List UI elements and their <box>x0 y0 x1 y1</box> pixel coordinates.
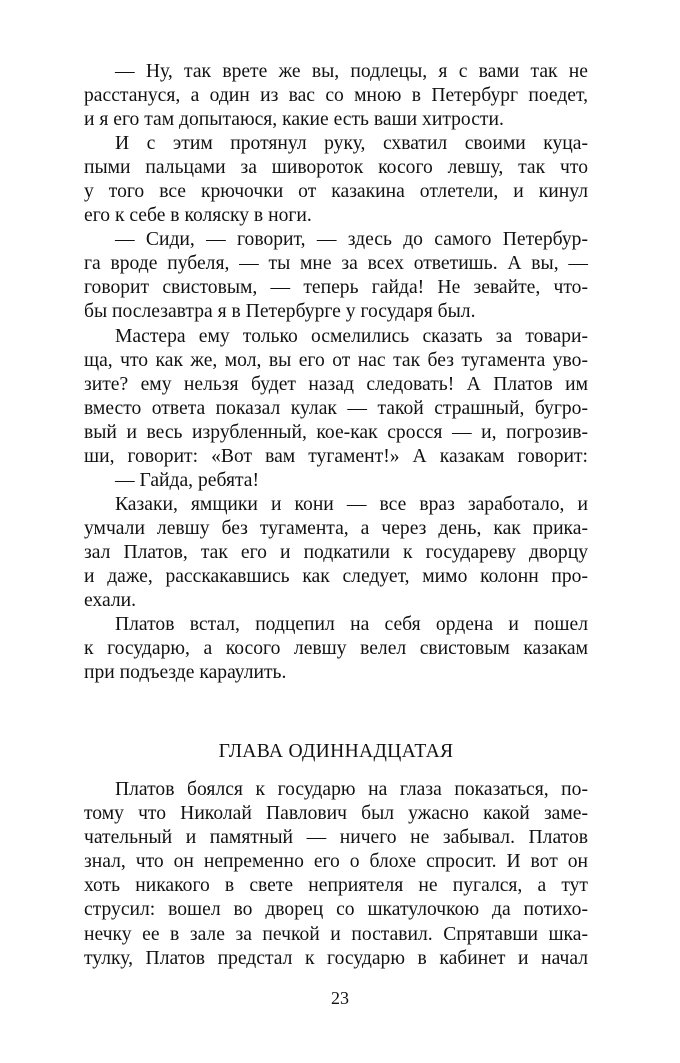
text-line: — Гайда, ребята! <box>115 469 259 491</box>
text-line: и даже, расскакавшись как следует, мимо колонн про- <box>84 565 588 587</box>
text-line: струсил: вошел во дворец со шкатулочкою да потихо- <box>84 899 588 921</box>
text-line: Казаки, ямщики и кони — все враз заработало, и <box>115 493 588 515</box>
text-line: бы послезавтра я в Петербурге у государя был. <box>84 301 476 323</box>
text-line: у того все крючочки от казакина отлетели, и кинул <box>84 181 588 203</box>
text-line: тому что Николай Павлович был ужасно какой заме- <box>84 803 588 825</box>
text-line: — Ну, так врете же вы, подлецы, я с вами так не <box>115 61 588 82</box>
text-line: Платов боялся к государю на глаза показаться, по- <box>115 779 588 801</box>
text-line: ща, что как же, мол, вы его от нас так без тугамента уво- <box>84 349 588 371</box>
text-line: И с этим протянул руку, схватил своими куца- <box>115 133 588 155</box>
text-line: расстануся, а один из вас со мною в Петербург поедет, <box>84 85 588 107</box>
paragraph <box>84 325 588 469</box>
paragraph <box>84 228 588 324</box>
text-line: его к себе в коляску в ноги. <box>84 205 312 227</box>
paragraph <box>84 60 588 132</box>
book-page <box>84 60 588 971</box>
chapter-heading: ГЛАВА ОДИННАДЦАТАЯ <box>218 741 454 763</box>
paragraph <box>84 613 588 685</box>
text-line: при подъезде караулить. <box>84 662 287 684</box>
text-line: — Сиди, — говорит, — здесь до самого Петербур- <box>115 229 588 251</box>
text-line: га вроде пубеля, — ты мне за всех ответишь. А вы, — <box>84 253 588 275</box>
text-line: Мастера ему только осмелились сказать за товари- <box>115 325 588 347</box>
paragraph <box>84 778 588 970</box>
page-number: 23 <box>331 988 349 1008</box>
text-line: знал, что он непременно его о блохе спросит. И вот он <box>84 851 588 873</box>
text-line: ши, говорит: «Вот вам тугамент!» А казакам говорит: <box>84 445 588 467</box>
paragraph <box>84 132 588 228</box>
text-line: умчали левшу без тугамента, а через день, как прика- <box>84 517 588 539</box>
text-line: и я его там допытаюся, какие есть ваши хитрости. <box>84 109 504 131</box>
text-line: вместо ответа показал кулак — такой страшный, бугро- <box>84 397 588 419</box>
paragraph <box>84 493 588 613</box>
text-line: зите? ему нельзя будет назад следовать! А Платов им <box>84 373 588 395</box>
paragraph <box>84 469 588 493</box>
text-line: Платов встал, подцепил на себя ордена и пошел <box>115 614 588 636</box>
text-line: ехали. <box>84 590 137 612</box>
text-line: говорит свистовым, — теперь гайда! Не зевайте, что- <box>84 277 588 299</box>
text-line: нечку ее в зале за печкой и поставил. Спрятавши шка- <box>84 923 588 945</box>
text-line: зал Платов, так его и подкатили к государеву дворцу <box>84 541 588 563</box>
text-line: вый и весь изрубленный, кое-как сросся — и, погрозив- <box>84 421 588 443</box>
text-line: хоть никакого в свете неприятеля не пугался, а тут <box>84 875 588 897</box>
text-line: пыми пальцами за шивороток косого левшу, так что <box>84 157 588 179</box>
text-line: тулку, Платов предстал к государю в кабинет и начал <box>84 947 588 969</box>
text-line: чательный и памятный — ничего не забывал. Платов <box>84 827 588 849</box>
text-line: к государю, а косого левшу велел свистовым казакам <box>84 638 588 660</box>
